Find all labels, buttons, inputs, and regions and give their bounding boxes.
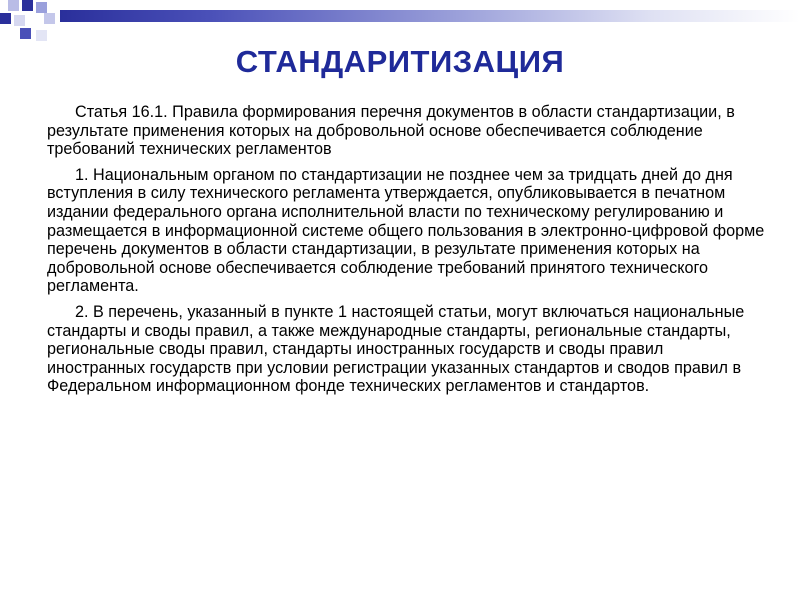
header-gradient-bar <box>60 10 800 22</box>
decor-square <box>0 13 11 24</box>
slide-body <box>47 103 765 403</box>
decorative-squares <box>0 0 64 44</box>
decor-square <box>36 2 47 13</box>
header-decoration <box>0 0 800 36</box>
decor-square <box>14 15 25 26</box>
decor-square <box>36 30 47 41</box>
decor-square <box>44 13 55 24</box>
paragraph-item-2: 2. В перечень, указанный в пункте 1 настоящей статьи, могут включаться национальные стандарты и своды правил, а также международные стандарты, региональные стандарты, региональные своды правил, стандарты иностранных государств и своды правил иностранных государств при условии регистрации указанных стандартов и сводов правил в Федеральном информационном фонде технических регламентов и стандартов. <box>47 302 745 396</box>
decor-square <box>22 0 33 11</box>
slide-title: СТАНДАРИТИЗАЦИЯ <box>235 44 565 79</box>
decor-square <box>8 0 19 11</box>
paragraph-item-1: 1. Национальным органом по стандартизации не позднее чем за тридцать дней до дня вступления в силу технического регламента утверждается, опубликовывается в печатном издании федерального органа исполнительной власти по техническому регулированию и размещается в информационной системе общего пользования в электронно-цифровой форме перечень документов в области стандартизации, в результате применения которых на добровольной основе обеспечивается соблюдение требований принятого технического регламента. <box>47 165 765 296</box>
decor-square <box>20 28 31 39</box>
paragraph-article-heading: Статья 16.1. Правила формирования перечня документов в области стандартизации, в результате применения которых на добровольной основе обеспечивается соблюдение требований технических регламентов <box>47 103 735 159</box>
